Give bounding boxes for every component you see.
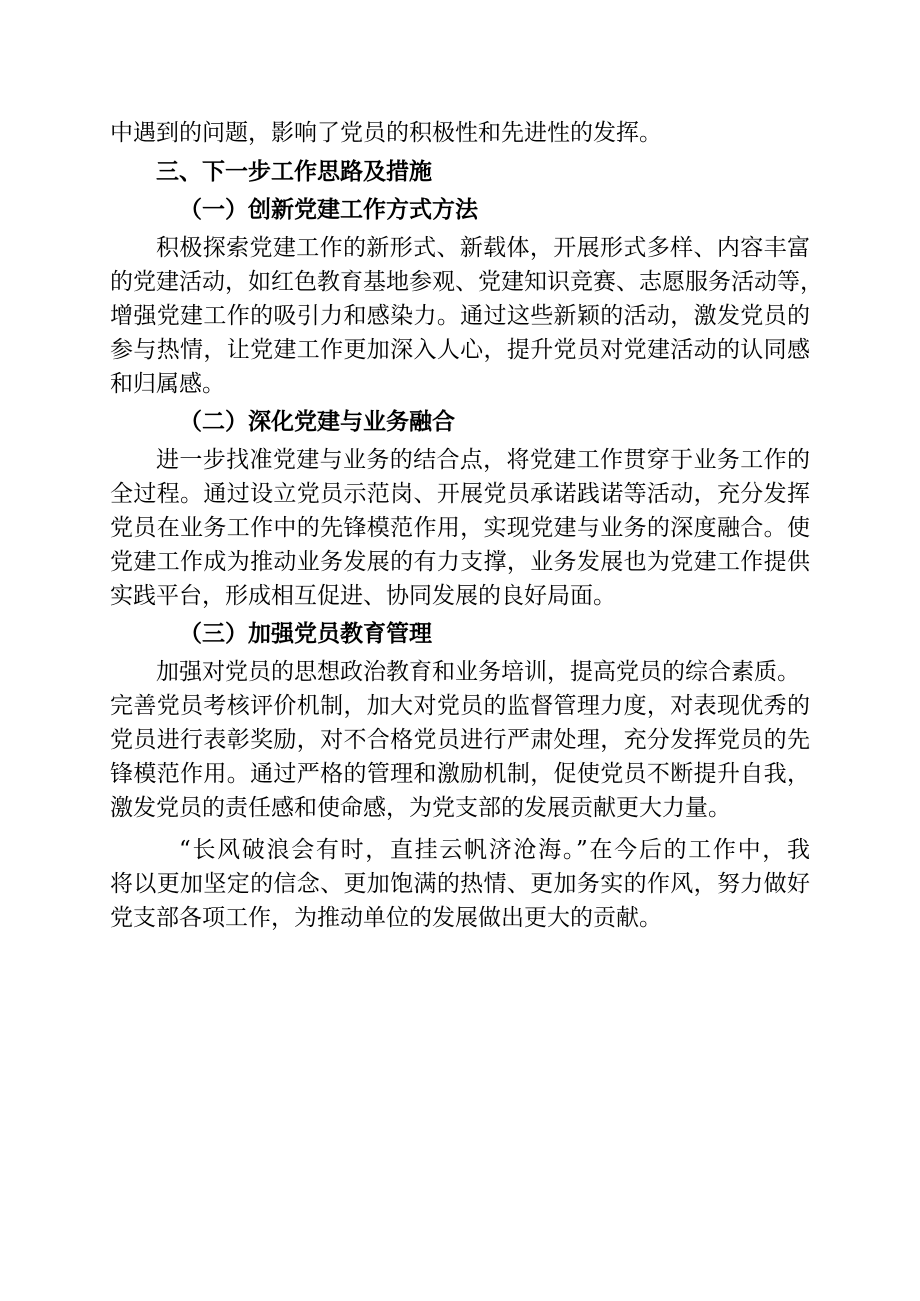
paragraph-integrate-business bbox=[110, 443, 810, 613]
paragraph-line: 进一步找准党建与业务的结合点，将党建工作贯穿于业务工作的 bbox=[156, 447, 810, 473]
paragraph-line: 增强党建工作的吸引力和感染力。通过这些新颖的活动，激发党员的 bbox=[110, 303, 810, 329]
paragraph-line: 实践平台，形成相互促进、协同发展的良好局面。 bbox=[110, 583, 616, 609]
paragraph-innovate-methods bbox=[110, 231, 823, 401]
section-heading-3: 三、下一步工作思路及措施 bbox=[156, 158, 432, 185]
paragraph-line: “长风破浪会有时，直挂云帆济沧海。”在今后的工作中，我 bbox=[179, 837, 810, 863]
subsection-heading-3: （三）加强党员教育管理 bbox=[179, 620, 432, 647]
paragraph-line: 加强对党员的思想政治教育和业务培训，提高党员的综合素质。 bbox=[156, 659, 800, 685]
subsection-heading-2: （二）深化党建与业务融合 bbox=[179, 408, 455, 435]
paragraph-line: 积极探索党建工作的新形式、新载体，开展形式多样、内容丰富 bbox=[156, 235, 810, 261]
paragraph-line: 党建工作成为推动业务发展的有力支撑，业务发展也为党建工作提供 bbox=[110, 549, 810, 575]
paragraph-line: 锋模范作用。通过严格的管理和激励机制，促使党员不断提升自我， bbox=[110, 761, 810, 787]
paragraph-line: 参与热情，让党建工作更加深入人心，提升党员对党建活动的认同感 bbox=[110, 337, 810, 363]
paragraph-line: 完善党员考核评价机制，加大对党员的监督管理力度，对表现优秀的 bbox=[110, 693, 810, 719]
paragraph-closing bbox=[110, 833, 810, 935]
paragraph-member-education bbox=[110, 655, 810, 825]
subsection-heading-1: （一）创新党建工作方式方法 bbox=[179, 196, 478, 223]
paragraph-line: 将以更加坚定的信念、更加饱满的热情、更加务实的作风，努力做好 bbox=[110, 871, 810, 897]
paragraph-line: 激发党员的责任感和使命感，为党支部的发展贡献更大力量。 bbox=[110, 795, 731, 821]
paragraph-line: 党员进行表彰奖励，对不合格党员进行严肃处理，充分发挥党员的先 bbox=[110, 727, 810, 753]
paragraph-line: 和归属感。 bbox=[110, 371, 225, 397]
paragraph-line: 党支部各项工作，为推动单位的发展做出更大的贡献。 bbox=[110, 905, 662, 931]
paragraph-continuation-line: 中遇到的问题，影响了党员的积极性和先进性的发挥。 bbox=[110, 120, 662, 146]
paragraph-line: 全过程。通过设立党员示范岗、开展党员承诺践诺等活动，充分发挥 bbox=[110, 481, 810, 507]
document-page bbox=[110, 116, 823, 935]
paragraph-line: 党员在业务工作中的先锋模范作用，实现党建与业务的深度融合。使 bbox=[110, 515, 810, 541]
paragraph-line: 的党建活动，如红色教育基地参观、党建知识竞赛、志愿服务活动等， bbox=[110, 269, 823, 295]
